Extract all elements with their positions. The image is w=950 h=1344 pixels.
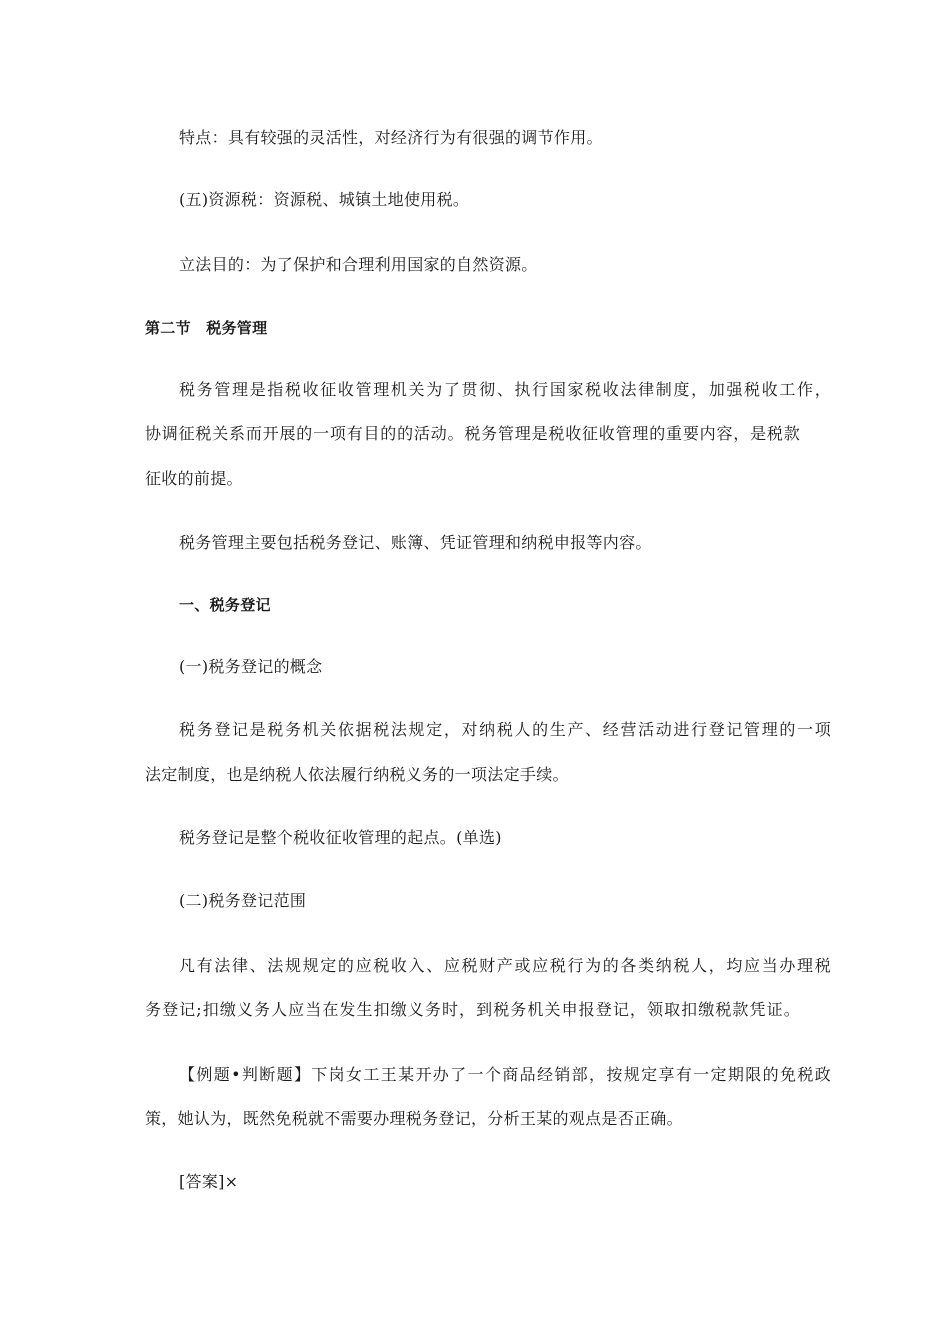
- paragraph-resource-tax: (五)资源税：资源税、城镇土地使用税。: [179, 190, 470, 209]
- paragraph-features: 特点：具有较强的灵活性，对经济行为有很强的调节作用。: [179, 128, 603, 147]
- paragraph-registration-scope-line-1: 凡有法律、法规规定的应税收入、应税财产或应税行为的各类纳税人，均应当办理税: [179, 956, 831, 975]
- subheading-registration-scope: (二)税务登记范围: [179, 891, 307, 910]
- paragraph-registration-concept-line-1: 税务登记是税务机关依据税法规定，对纳税人的生产、经营活动进行登记管理的一项: [179, 720, 831, 739]
- paragraph-tax-management-line-1: 税务管理是指税收征收管理机关为了贯彻、执行国家税收法律制度，加强税收工作，: [179, 380, 831, 399]
- paragraph-example-line-2: 策，她认为，既然免税就不需要办理税务登记，分析王某的观点是否正确。: [145, 1109, 683, 1128]
- paragraph-tax-management-content: 税务管理主要包括税务登记、账簿、凭证管理和纳税申报等内容。: [179, 533, 652, 552]
- subheading-registration-concept: (一)税务登记的概念: [179, 657, 323, 676]
- paragraph-legislative-purpose: 立法目的：为了保护和合理利用国家的自然资源。: [179, 255, 538, 274]
- section-heading-tax-management: 第二节 税务管理: [145, 319, 268, 337]
- paragraph-example-line-1: 【例题•判断题】下岗女工王某开办了一个商品经销部，按规定享有一定期限的免税政: [179, 1065, 831, 1084]
- paragraph-registration-start: 税务登记是整个税收征收管理的起点。(单选): [179, 828, 502, 847]
- paragraph-registration-concept-line-2: 法定制度，也是纳税人依法履行纳税义务的一项法定手续。: [145, 765, 569, 784]
- subheading-tax-registration: 一、税务登记: [179, 596, 271, 614]
- paragraph-answer: [答案]×: [179, 1172, 239, 1191]
- paragraph-registration-scope-line-2: 务登记;扣缴义务人应当在发生扣缴义务时，到税务机关申报登记，领取扣缴税款凭证。: [145, 1000, 800, 1019]
- paragraph-tax-management-line-2: 协调征税关系而开展的一项有目的的活动。税务管理是税收征收管理的重要内容，是税款: [145, 424, 800, 443]
- paragraph-tax-management-line-3: 征收的前提。: [145, 469, 243, 488]
